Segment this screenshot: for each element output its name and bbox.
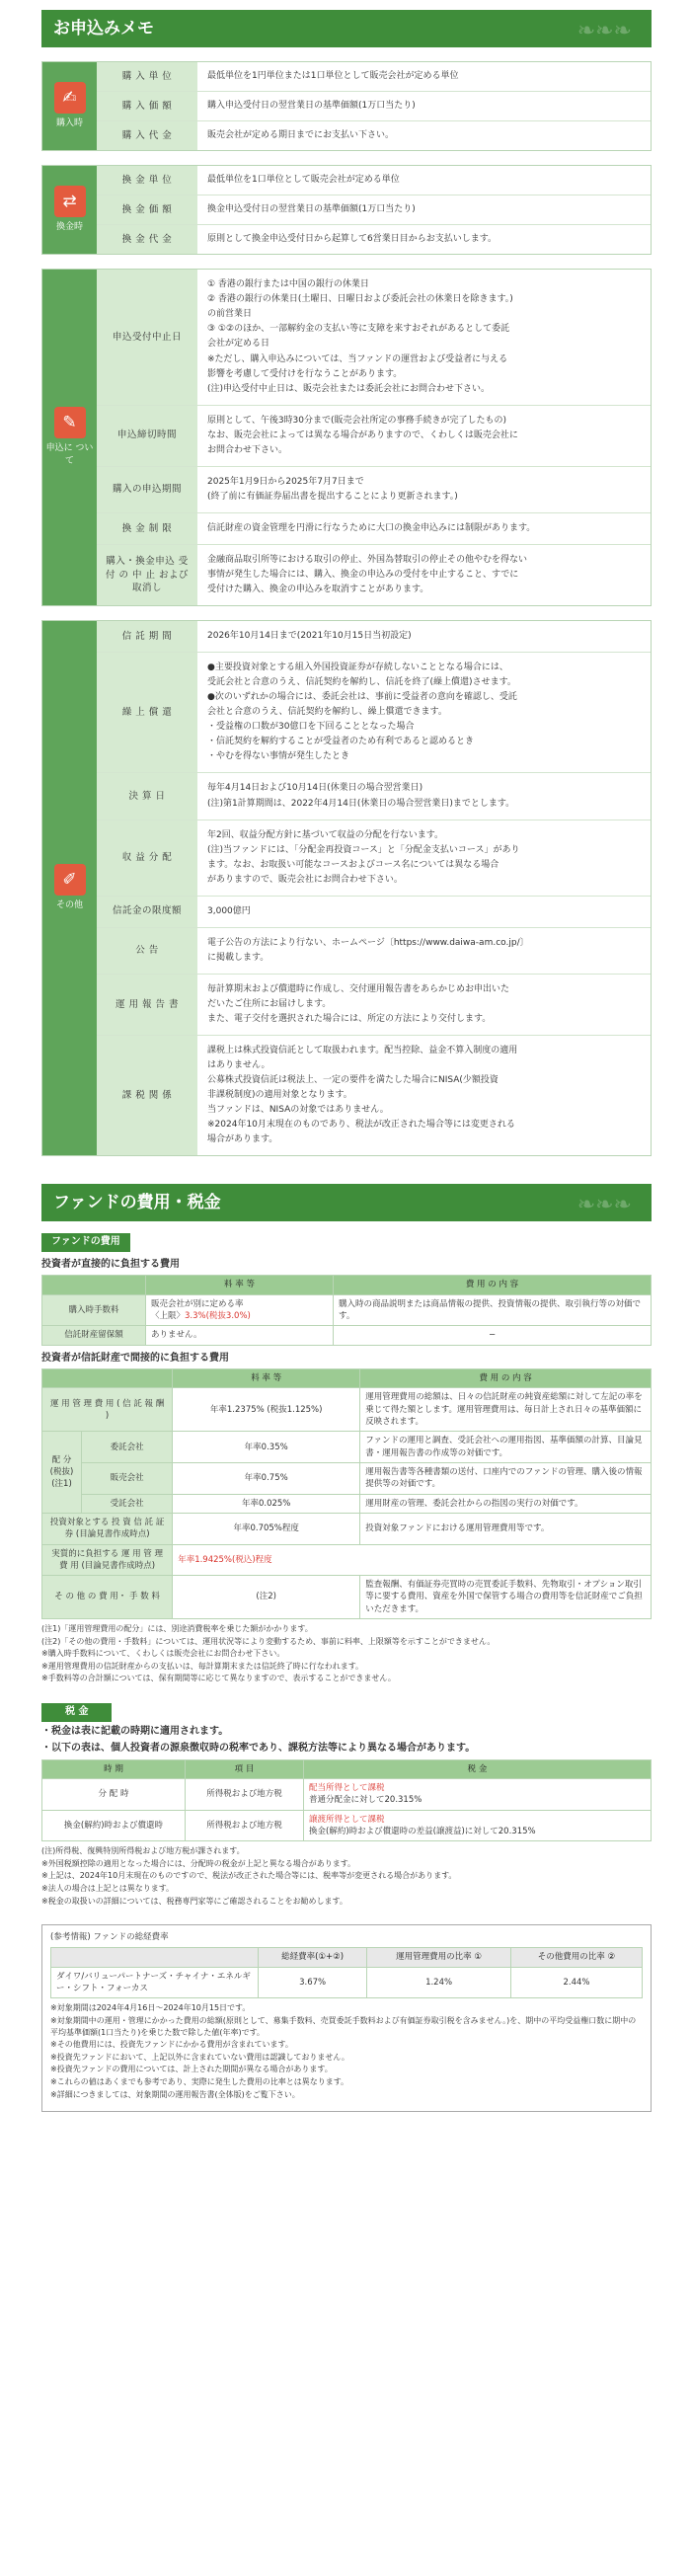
redeem-icon: ⇄: [54, 186, 86, 217]
table-row: 信託財産留保額 ありません。 −: [42, 1326, 652, 1345]
fee-notes: (注1)「運用管理費用の配分」には、別途消費税率を乗じた額がかかります。 (注2)「その他の費用・手数料」については、運用状況等により変動するため、事前に料率、上限額等を示すことができません。 ※購入時手数料について、くわしくは販売会社にお問合わせ下さい。 ※運用管理費用の信託財産からの支払いは、毎計算期末または信託終了時に行なわれます。 ※手数料等の合計額については、保有期間等に応じて異なりますので、表示することができません。: [41, 1624, 496, 1683]
memo-row: 課 税 関 係 課税上は株式投資信託として取扱われます。配当控除、益金不算入制度の適用 はありません。 公募株式投資信託は税法上、一定の要件を満たした場合にNISA(少額投資 非課税制度)の適用対象となります。 当ファンドは、NISAの対象ではありません。 ※2024年10月末現在のものであり、税法が改正された場合等には変更される 場合があります。: [97, 1036, 651, 1155]
memo-row: 換 金 単 位 最低単位を1口単位として販売会社が定める単位: [97, 166, 651, 195]
fees-subheading: ファンドの費用: [41, 1233, 130, 1252]
other-icon: ✐: [54, 864, 86, 896]
memo-row: 購入の申込期間 2025年1月9日から2025年7月7日まで (終了前に有価証券届出書を提出することにより更新されます。): [97, 467, 651, 513]
memo-row: 換 金 制 限 信託財産の資金管理を円滑に行なうために大口の換金申込みには制限があります。: [97, 513, 651, 545]
table-row: 投資対象とする 投 資 信 託 証 券 (目論見書作成時点) 年率0.705%程度 投資対象ファンドにおける運用管理費用等です。: [42, 1513, 652, 1544]
other-group: [41, 620, 652, 1156]
memo-row: 購 入 単 位 最低単位を1円単位または1口単位として販売会社が定める単位: [97, 62, 651, 92]
memo-row: 購入・換金申込 受 付 の 中 止 および取消し 金融商品取引所等における取引の停止、外国為替取引の停止その他やむを得ない 事情が発生した場合には、購入、換金の申込みの受付を中止すること、すでに 受付けた購入、換金の申込みを取消すことがあります。: [97, 545, 651, 605]
table-row: 換金(解約)時および償還時 所得税および地方税 譲渡所得として課税 換金(解約)時および償還時の差益(譲渡益)に対して20.315%: [42, 1810, 652, 1841]
indirect-fees-table: 料 率 等 費 用 の 内 容 運 用 管 理 費 用 ( 信 託 報 酬 ) 年率1.2375% (税抜1.125%) 運用管理費用の総額は、日々の信託財産の純資産総額に対して左記の率を乗じて得た額とします。運用管理費用は、毎日計上され日々の基準価額に反映されます。 配 分 (税抜) (注1) 委託会社 年率0.35% ファンドの運用と調査、受託会社への運用指図、基準価額の計算、目論見書・運用報告書の作成等の対価です。 販売会社 年率0.75% 運用報告書等各種書類の送付、口座内でのファンドの管理、購入後の情報提供等の対価です。 受託会社 年率0.025% 運用財産の管理、委託会社からの指図の実行の対価です。 投資対象とする 投 資 信 託 証 券 (目論見書作成時点) 年率0.705%程度 投資対象ファンドにおける運用管理費用等です。 実質的に負担する 運 用 管 理 費 用 (目論見書作成時点) 年率1.9425%(税込)程度 そ の 他 の 費 用・ 手 数 料 (注2) 監査報酬、有価証券売買時の売買委託手数料、先物取引・オプション取引等に要する費用、資産を外国で保管する場合の費用等を信託財産でご負担いただきます。: [41, 1368, 652, 1619]
table-row: 販売会社 年率0.75% 運用報告書等各種書類の送付、口座内でのファンドの管理、購入後の情報提供等の対価です。: [42, 1462, 652, 1494]
table-row: 配 分 (税抜) (注1) 委託会社 年率0.35% ファンドの運用と調査、受託会社への運用指図、基準価額の計算、目論見書・運用報告書の作成等の対価です。: [42, 1432, 652, 1463]
tax-table: 時 期 項 目 税 金 分 配 時 所得税および地方税 配当所得として課税 普通分配金に対して20.315% 換金(解約)時および償還時 所得税および地方税 譲渡所得として課税 換金(解約)時および償還時の差益(譲渡益)に対して20.315%: [41, 1759, 652, 1842]
leaf-decoration-icon: ❧❧❧: [576, 19, 632, 43]
memo-row: 購 入 代 金 販売会社が定める期日までにお支払い下さい。: [97, 121, 651, 150]
indirect-fees-title: 投資者が信託財産で間接的に負担する費用: [41, 1352, 229, 1364]
table-row: 購入時手数料 販売会社が別に定める率 〈上限〉3.3%(税抜3.0%) 購入時の商品説明または商品情報の提供、投資情報の提供、取引執行等の対価です。: [42, 1294, 652, 1326]
memo-banner: [41, 10, 652, 47]
leaf-decoration-icon: ❧❧❧: [576, 1193, 632, 1218]
memo-row: 信 託 期 間 2026年10月14日まで(2021年10月15日当初設定): [97, 621, 651, 653]
memo-row: 運 用 報 告 書 毎計算期末および償還時に作成し、交付運用報告書をあらかじめお申出いた だいたご住所にお届けします。 また、電子交付を選択された場合には、所定の方法により交付します。: [97, 975, 651, 1036]
expense-ratio-title: (参考情報) ファンドの総経費率: [50, 1932, 169, 1943]
memo-row: 申込締切時間 原則として、午後3時30分まで(販売会社所定の事務手続きが完了したもの) なお、販売会社によっては異なる場合がありますので、くわしくは販売会社に お問合わせ下さい。: [97, 406, 651, 467]
tax-notes: (注)所得税、復興特別所得税および地方税が課されます。 ※外国税額控除の適用となった場合には、分配時の税金が上記と異なる場合があります。 ※上記は、2024年10月末現在のものですので、税法が改正された場合等には、税率等が変更される場合があります。 ※法人の場合は上記とは異なります。 ※税金の取扱いの詳細については、税務専門家等にご確認されることをお勧めします。: [41, 1846, 457, 1906]
memo-row: 購 入 価 額 購入申込受付日の翌営業日の基準価額(1万口当たり): [97, 92, 651, 121]
memo-row: 信託金の限度額 3,000億円: [97, 897, 651, 928]
expense-ratio-table: 総経費率(①+②) 運用管理費用の比率 ① その他費用の比率 ② ダイワ/バリューパートナーズ・チャイナ・エネルギー・シフト・フォーカス 3.67% 1.24% 2.44%: [50, 1947, 643, 1998]
apply-category: ✎ 申込に ついて: [42, 270, 97, 605]
table-row: 分 配 時 所得税および地方税 配当所得として課税 普通分配金に対して20.315%: [42, 1778, 652, 1810]
memo-row: 換 金 代 金 原則として換金申込受付日から起算して6営業日目からお支払いします。: [97, 225, 651, 254]
redeem-group: [41, 165, 652, 255]
table-row: ダイワ/バリューパートナーズ・チャイナ・エネルギー・シフト・フォーカス 3.67% 1.24% 2.44%: [51, 1967, 643, 1998]
apply-group: [41, 269, 652, 606]
purchase-category: ✍ 購入時: [42, 62, 97, 150]
purchase-group: [41, 61, 652, 151]
memo-row: 公 告 電子公告の方法により行ない、ホームページ〔https://www.daiwa-am.co.jp/〕 に掲載します。: [97, 928, 651, 975]
memo-row: 換 金 価 額 換金申込受付日の翌営業日の基準価額(1万口当たり): [97, 195, 651, 225]
direct-fees-title: 投資者が直接的に負担する費用: [41, 1258, 180, 1270]
fees-banner: [41, 1184, 652, 1221]
table-row: 実質的に負担する 運 用 管 理 費 用 (目論見書作成時点) 年率1.9425%(税込)程度: [42, 1544, 652, 1576]
table-row: 運 用 管 理 費 用 ( 信 託 報 酬 ) 年率1.2375% (税抜1.125%) 運用管理費用の総額は、日々の信託財産の純資産総額に対して左記の率を乗じて得た額とします。運用管理費用は、毎日計上され日々の基準価額に反映されます。: [42, 1388, 652, 1432]
table-row: 受託会社 年率0.025% 運用財産の管理、委託会社からの指図の実行の対価です。: [42, 1494, 652, 1513]
redeem-category: ⇄ 換金時: [42, 166, 97, 254]
tax-heading: 税 金: [41, 1703, 112, 1722]
memo-row: 収 益 分 配 年2回、収益分配方針に基づいて収益の分配を行ないます。 (注)当ファンドには、「分配金再投資コース」と「分配金支払いコース」があり ます。なお、お取扱い可能なコースおよびコース名については異なる場合 がありますので、販売会社にお問合わせ下さい。: [97, 820, 651, 897]
page: お申込みメモ ❧❧❧ ✍ 購入時 購 入 単 位 最低単位を1円単位または1口単位として販売会社が定める単位 購 入 価 額 購入申込受付日の翌営業日の基準価額(1万口当たり) 購 入 代 金 販売会社が定める期日までにお支払い下さい。 ⇄ 換金時 換 金 単 位 最低単位を1口単位として販売会社が定める単位 換 金 価 額 換金申込受付日の翌営業日の基準価額(1万口当たり) 換 金 代 金 原則として換金申込受付日から起算して6営業日目からお支払いします。 ✎ 申込に ついて 申込受付中止日 ① 香港の銀行または中国の銀行の休業日 ② 香港の銀行の休業日(土曜日、日曜日および委託会社の休業日を除きます。) の前営業日 ③ ①②のほか、一部解約金の支払い等に支障を来すおそれがあるとして委託 会社が定める日 ※ただし、購入申込みについては、当ファンドの運営および受益者に与える 影響を考慮して受付けを行なうことがあります。 (注)申込受付中止日は、販売会社または委託会社にお問合わせ下さい。 申込締切時間 原則として、午後3時30分まで(販売会社所定の事務手続きが完了したもの) なお、販売会社によっては異なる場合がありますので、くわしくは販売会社に お問合わせ下さい。 購入の申込期間 2025年1月9日から2025年7月7日まで (終了前に有価証券届出書を提出することにより更新されます。) 換 金 制 限 信託財産の資金管理を円滑に行なうために大口の換金申込みには制限があります。 購入・換金申込 受 付 の 中 止 および取消し 金融商品取引所等における取引の停止、外国為替取引の停止その他やむを得ない 事情が発生した場合には、購入、換金の申込みの受付を中止すること、すでに 受付けた購入、換金の申込みを取消すことがあります。 ✐ その他 信 託 期 間 2026年10月14日まで(2021年10月15日当初設定) 繰 上 償 還 ●主要投資対象とする組入外国投資証券が存続しないこととなる場合には、 受託会社と合意のうえ、信託契約を解約し、信託を終了(繰上償還)させます。 ●次のいずれかの場合には、委託会社は、事前に受益者の意向を確認し、受託 会社と合意のうえ、信託契約を解約し、繰上償還できます。 ・受益権の口数が30億口を下回ることとなった場合 ・信託契約を解約することが受益者のため有利であると認めるとき ・やむを得ない事情が発生したとき 決 算 日 毎年4月14日および10月14日(休業日の場合翌営業日) (注)第1計算期間は、2022年4月14日(休業日の場合翌営業日)までとします。 収 益 分 配 年2回、収益分配方針に基づいて収益の分配を行ないます。 (注)当ファンドには、「分配金再投資コース」と「分配金支払いコース」があり ます。なお、お取扱い可能なコースおよびコース名については異なる場合 がありますので、販売会社にお問合わせ下さい。 信託金の限度額 3,000億円 公 告 電子公告の方法により行ない、ホームページ〔https://www.daiwa-am.co.jp/〕 に掲載します。 運 用 報 告 書 毎計算期末および償還時に作成し、交付運用報告書をあらかじめお申出いた だいたご住所にお届けします。 また、電子交付を選択された場合には、所定の方法により交付します。 課 税 関 係 課税上は株式投資信託として取扱われます。配当控除、益金不算入制度の適用 はありません。 公募株式投資信託は税法上、一定の要件を満たした場合にNISA(少額投資 非課税制度)の適用対象となります。 当ファンドは、NISAの対象ではありません。 ※2024年10月末現在のものであり、税法が改正された場合等には変更される 場合があります。 ファンドの費用・税金 ❧❧❧ ファンドの費用 投資者が直接的に負担する費用 料 率 等 費 用 の 内 容 購入時手数料 販売会社が別に定める率 〈上限〉3.3%(税抜3.0%) 購入時の商品説明または商品情報の提供、投資情報の提供、取引執行等の対価です。 信託財産留保額 ありません。 − 投資者が信託財産で間接的に負担する費用 料 率 等 費 用 の 内 容 運 用 管 理 費 用 ( 信 託 報 酬 ) 年率1.2375% (税抜1.125%) 運用管理費用の総額は、日々の信託財産の純資産総額に対して左記の率を乗じて得た額とします。運用管理費用は、毎日計上され日々の基準価額に反映されます。 配 分 (税抜) (注1) 委託会社 年率0.35% ファンドの運用と調査、受託会社への運用指図、基準価額の計算、目論見書・運用報告書の作成等の対価です。 販売会社 年率0.75% 運用報告書等各種書類の送付、口座内でのファンドの管理、購入後の情報提供等の対価です。 受託会社 年率0.025% 運用財産の管理、委託会社からの指図の実行の対価です。 投資対象とする 投 資 信 託 証 券 (目論見書作成時点) 年率0.705%程度 投資対象ファンドにおける運用管理費用等です。 実質的に負担する 運 用 管 理 費 用 (目論見書作成時点) 年率1.9425%(税込)程度 そ の 他 の 費 用・ 手 数 料 (注2) 監査報酬、有価証券売買時の売買委託手数料、先物取引・オプション取引等に要する費用、資産を外国で保管する場合の費用等を信託財産でご負担いただきます。 (注1)「運用管理費用の配分」には、別途消費税率を乗じた額がかかります。 (注2)「その他の費用・手数料」については、運用状況等により変動するため、事前に料率、上限額等を示すことができません。 ※購入時手数料について、くわしくは販売会社にお問合わせ下さい。 ※運用管理費用の信託財産からの支払いは、毎計算期末または信託終了時に行なわれます。 ※手数料等の合計額については、保有期間等に応じて異なりますので、表示することができません。 税 金 ・税金は表に記載の時期に適用されます。 ・以下の表は、個人投資者の源泉徴収時の税率であり、課税方法等により異なる場合があります。 時 期 項 目 税 金 分 配 時 所得税および地方税 配当所得として課税 普通分配金に対して20.315% 換金(解約)時および償還時 所得税および地方税 譲渡所得として課税 換金(解約)時および償還時の差益(譲渡益)に対して20.315% (注)所得税、復興特別所得税および地方税が課されます。 ※外国税額控除の適用となった場合には、分配時の税金が上記と異なる場合があります。 ※上記は、2024年10月末現在のものですので、税法が改正された場合等には、税率等が変更される場合があります。 ※法人の場合は上記とは異なります。 ※税金の取扱いの詳細については、税務専門家等にご確認されることをお勧めします。 (参考情報) ファンドの総経費率 総経費率(①+②) 運用管理費用の比率 ① その他費用の比率 ② ダイワ/バリューパートナーズ・チャイナ・エネルギー・シフト・フォーカス 3.67% 1.24% 2.44% ※対象期間は2024年4月16日〜2024年10月15日です。 ※対象期間中の運用・管理にかかった費用の総額(原則として、募集手数料、売買委託手数料および有価証券取引税を含みません。)を、期中の平均受益権口数に期中の平均基準価額(1口当たり)を乗じた数で除した値(年率)です。 ※その他費用には、投資先ファンドにかかる費用が含まれています。 ※投資先ファンドにおいて、上記以外に含まれていない費用は認識しておりません。 ※投資先ファンドの費用については、計上された期間が異なる場合があります。 ※これらの値はあくまでも参考であり、実際に発生した費用の比率とは異なります。 ※詳細につきましては、対象期間の運用報告書(全体版)をご覧下さい。: [0, 0, 691, 2142]
purchase-icon: ✍: [54, 82, 86, 114]
memo-row: 繰 上 償 還 ●主要投資対象とする組入外国投資証券が存続しないこととなる場合には、 受託会社と合意のうえ、信託契約を解約し、信託を終了(繰上償還)させます。 ●次のいずれかの場合には、委託会社は、事前に受益者の意向を確認し、受託 会社と合意のうえ、信託契約を解約し、繰上償還できます。 ・受益権の口数が30億口を下回ることとなった場合 ・信託契約を解約することが受益者のため有利であると認めるとき ・やむを得ない事情が発生したとき: [97, 653, 651, 773]
table-row: そ の 他 の 費 用・ 手 数 料 (注2) 監査報酬、有価証券売買時の売買委託手数料、先物取引・オプション取引等に要する費用、資産を外国で保管する場合の費用等を信託財産でご負担いただきます。: [42, 1576, 652, 1619]
apply-icon: ✎: [54, 407, 86, 438]
memo-row: 決 算 日 毎年4月14日および10月14日(休業日の場合翌営業日) (注)第1計算期間は、2022年4月14日(休業日の場合翌営業日)までとします。: [97, 773, 651, 820]
direct-fees-table: 料 率 等 費 用 の 内 容 購入時手数料 販売会社が別に定める率 〈上限〉3.3%(税抜3.0%) 購入時の商品説明または商品情報の提供、投資情報の提供、取引執行等の対価です。 信託財産留保額 ありません。 −: [41, 1275, 652, 1345]
expense-ratio-box: [41, 1924, 652, 2112]
memo-title: お申込みメモ: [53, 18, 154, 39]
other-category: ✐ その他: [42, 621, 97, 1155]
memo-row: 申込受付中止日 ① 香港の銀行または中国の銀行の休業日 ② 香港の銀行の休業日(土曜日、日曜日および委託会社の休業日を除きます。) の前営業日 ③ ①②のほか、一部解約金の支払い等に支障を来すおそれがあるとして委託 会社が定める日 ※ただし、購入申込みについては、当ファンドの運営および受益者に与える 影響を考慮して受付けを行なうことがあります。 (注)申込受付中止日は、販売会社または委託会社にお問合わせ下さい。: [97, 270, 651, 405]
fees-title: ファンドの費用・税金: [53, 1193, 221, 1213]
expense-ratio-notes: ※対象期間は2024年4月16日〜2024年10月15日です。 ※対象期間中の運用・管理にかかった費用の総額(原則として、募集手数料、売買委託手数料および有価証券取引税を含みません。)を、期中の平均受益権口数に期中の平均基準価額(1口当たり)を乗じた数で除した値(年率)です。 ※その他費用には、投資先ファンドにかかる費用が含まれています。 ※投資先ファンドにおいて、上記以外に含まれていない費用は認識しておりません。 ※投資先ファンドの費用については、計上された期間が異なる場合があります。 ※これらの値はあくまでも参考であり、実際に発生した費用の比率とは異なります。 ※詳細につきましては、対象期間の運用報告書(全体版)をご覧下さい。: [50, 2003, 637, 2099]
